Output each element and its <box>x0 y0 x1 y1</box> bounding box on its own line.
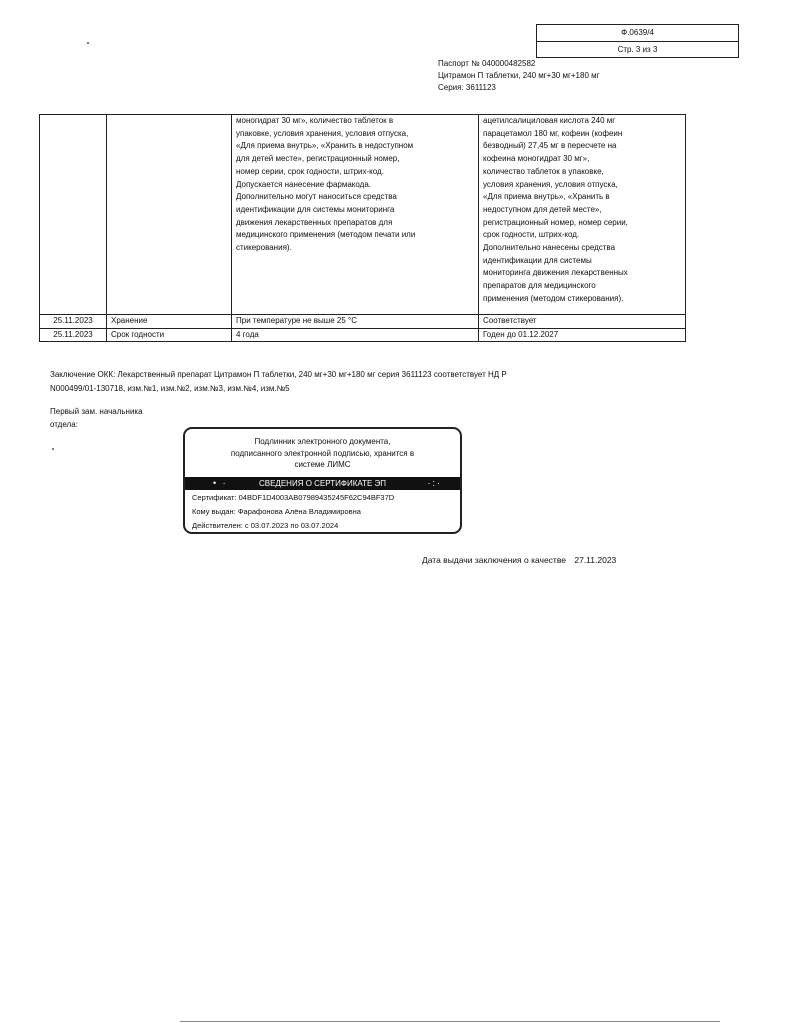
issue-date-line <box>422 554 616 566</box>
table-row <box>40 315 686 329</box>
table-cell-result: ацетилсалициловая кислота 240 мг парацетамол 180 мг, кофеин (кофеин безводный) 27,45 мг в пересчете на кофеина моногидрат 30 мг», количество таблеток в упаковке, условия хранения, условия отпуска, «Для приема внутрь», «Хранить в недоступном для детей месте», регистрационный номер, номер серии, срок годности, штрих-код. Дополнительно нанесены средства идентификации для системы мониторинга движения лекарственных препаратов для медицинского применения (методом стикерования). <box>479 115 686 315</box>
bottom-scan-edge <box>180 1021 720 1022</box>
product-name: Цитрамон П таблетки, 240 мг+30 мг+180 мг <box>438 71 600 80</box>
passport-info <box>438 58 600 94</box>
passport-number: Паспорт № 040000482582 <box>438 59 536 68</box>
scan-speck <box>87 42 89 44</box>
stamp-certificate: Сертификат: 04BDF1D4003AB07989435245F62C94BF37D <box>192 493 395 502</box>
stamp-issued-to: Кому выдан: Фарафонова Алёна Владимировна <box>192 507 361 516</box>
table-cell-date <box>40 115 107 315</box>
table-cell-result: Соответствует <box>479 315 686 329</box>
issue-date-label: Дата выдачи заключения о качестве <box>422 555 566 565</box>
table-row <box>40 115 686 315</box>
stamp-heading: Подлинник электронного документа, подписанного электронной подписью, хранится в системе ЛИМС <box>230 437 415 469</box>
form-code-box <box>536 24 739 58</box>
stamp-bar-title: СВЕДЕНИЯ О СЕРТИФИКАТЕ ЭП <box>258 479 387 488</box>
stamp-validity: Действителен: с 03.07.2023 по 03.07.2024 <box>192 521 339 530</box>
qc-conclusion: Заключение ОКК: Лекарственный препарат Цитрамон П таблетки, 240 мг+30 мг+180 мг серия 3611123 соответствует НД Р N000499/01-130718, изм.№1, изм.№2, изм.№3, изм.№4, изм.№5 <box>50 370 507 393</box>
page-number: Стр. 3 из 3 <box>537 41 738 58</box>
quality-table <box>39 114 686 342</box>
series-number: Серия: 3611123 <box>438 83 496 92</box>
decor-dots-icon: ·:· <box>427 478 442 488</box>
form-code: Ф.0639/4 <box>621 28 654 37</box>
table-cell-indicator: Срок годности <box>107 328 232 342</box>
table-cell-indicator: Хранение <box>107 315 232 329</box>
table-cell-requirement: моногидрат 30 мг», количество таблеток в упаковке, условия хранения, условия отпуска, «Для приема внутрь», «Хранить в недоступном для детей месте», регистрационный номер, номер серии, срок годности, штрих-код. Допускается нанесение фармакода. Дополнительно могут наноситься средства идентификации для системы мониторинга движения лекарственных препаратов для медицинского применения (методом печати или стикерования). <box>232 115 479 315</box>
table-cell-result: Годен до 01.12.2027 <box>479 328 686 342</box>
scan-speck <box>52 448 54 450</box>
issue-date-value: 27.11.2023 <box>574 555 617 565</box>
table-cell-requirement: При температуре не выше 25 °С <box>232 315 479 329</box>
stamp-certificate-bar <box>185 477 460 490</box>
table-cell-date: 25.11.2023 <box>40 315 107 329</box>
signatory-title: Первый зам. начальника отдела: <box>50 407 143 429</box>
table-cell-date: 25.11.2023 <box>40 328 107 342</box>
table-row <box>40 328 686 342</box>
decor-dots-icon: • · <box>213 478 228 488</box>
table-cell-indicator <box>107 115 232 315</box>
e-signature-stamp <box>183 427 462 534</box>
table-cell-requirement: 4 года <box>232 328 479 342</box>
